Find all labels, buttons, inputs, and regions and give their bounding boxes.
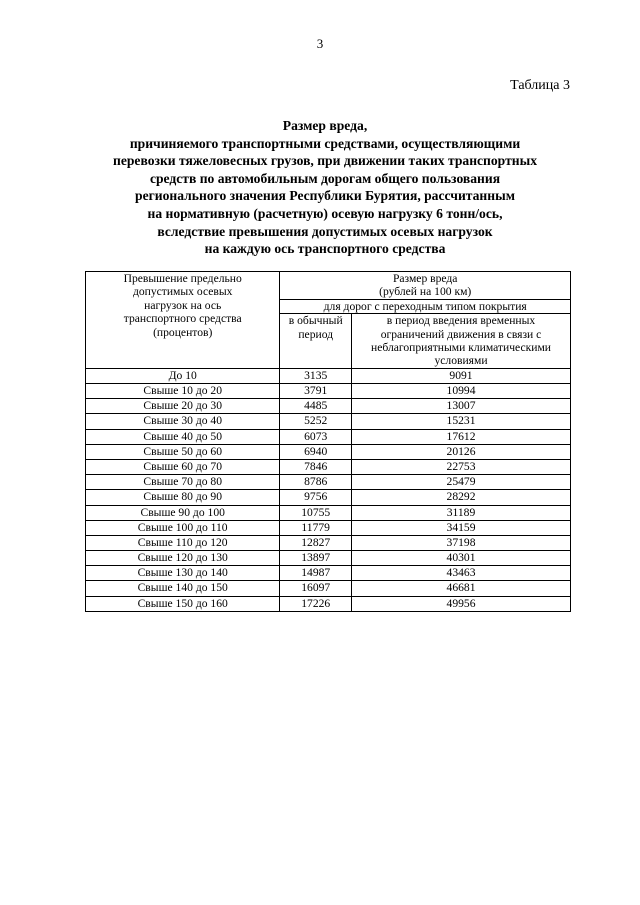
table-row <box>86 581 571 596</box>
table-row <box>86 429 571 444</box>
header-overload-line: нагрузок на ось <box>144 298 222 312</box>
table-row <box>86 399 571 414</box>
header-overload-line: (процентов) <box>153 325 213 339</box>
header-road-type-cell: для дорог с переходным типом покрытия <box>280 299 571 313</box>
document-title <box>60 117 590 258</box>
harm-table <box>85 271 571 612</box>
header-restricted-line: в период введения временных <box>386 314 536 328</box>
header-harm-line: (рублей на 100 км) <box>379 285 472 299</box>
overload-range-cell: Свыше 110 до 120 <box>86 535 280 550</box>
normal-period-value: 12827 <box>280 535 352 550</box>
overload-range-cell: Свыше 140 до 150 <box>86 581 280 596</box>
header-overload-cell <box>86 272 280 369</box>
harm-table-body <box>86 368 571 611</box>
header-overload-line: допустимых осевых <box>132 285 233 299</box>
restricted-period-value: 43463 <box>352 566 571 581</box>
header-restricted-line: ограничений движения в связи с <box>380 327 542 341</box>
normal-period-value: 7846 <box>280 459 352 474</box>
restricted-period-value: 13007 <box>352 399 571 414</box>
header-overload-line: Превышение предельно <box>123 272 242 285</box>
header-normal-line: период <box>298 327 334 341</box>
restricted-period-value: 15231 <box>352 414 571 429</box>
overload-range-cell: Свыше 30 до 40 <box>86 414 280 429</box>
overload-range-cell: Свыше 100 до 110 <box>86 520 280 535</box>
restricted-period-value: 25479 <box>352 475 571 490</box>
normal-period-value: 11779 <box>280 520 352 535</box>
title-line: на нормативную (расчетную) осевую нагрузку 6 тонн/ось, <box>147 205 503 221</box>
table-row <box>86 459 571 474</box>
title-line: Размер вреда, <box>282 118 368 133</box>
table-row <box>86 535 571 550</box>
overload-range-cell: Свыше 80 до 90 <box>86 490 280 505</box>
normal-period-value: 6940 <box>280 444 352 459</box>
table-row <box>86 490 571 505</box>
overload-range-cell: Свыше 130 до 140 <box>86 566 280 581</box>
header-restricted-line: условиями <box>434 354 488 368</box>
restricted-period-value: 46681 <box>352 581 571 596</box>
normal-period-value: 17226 <box>280 596 352 611</box>
normal-period-value: 3135 <box>280 368 352 383</box>
title-line: перевозки тяжеловесных грузов, при движении таких транспортных <box>112 153 537 169</box>
restricted-period-value: 20126 <box>352 444 571 459</box>
table-row <box>86 566 571 581</box>
overload-range-cell: Свыше 10 до 20 <box>86 384 280 399</box>
table-row <box>86 520 571 535</box>
restricted-period-value: 10994 <box>352 384 571 399</box>
restricted-period-value: 40301 <box>352 551 571 566</box>
restricted-period-value: 34159 <box>352 520 571 535</box>
overload-range-cell: Свыше 120 до 130 <box>86 551 280 566</box>
table-label: Таблица 3 <box>510 78 570 93</box>
normal-period-value: 4485 <box>280 399 352 414</box>
normal-period-value: 10755 <box>280 505 352 520</box>
header-harm-cell <box>280 272 571 300</box>
header-harm-line: Размер вреда <box>392 272 458 285</box>
table-row <box>86 414 571 429</box>
title-line: на каждую ось транспортного средства <box>204 241 446 257</box>
overload-range-cell: Свыше 150 до 160 <box>86 596 280 611</box>
normal-period-value: 6073 <box>280 429 352 444</box>
restricted-period-value: 31189 <box>352 505 571 520</box>
page-number: 3 <box>316 36 324 51</box>
header-overload-line: транспортного средства <box>123 312 242 326</box>
table-row <box>86 475 571 490</box>
overload-range-cell: До 10 <box>86 368 280 383</box>
overload-range-cell: Свыше 40 до 50 <box>86 429 280 444</box>
table-row <box>86 596 571 611</box>
restricted-period-value: 9091 <box>352 368 571 383</box>
overload-range-cell: Свыше 90 до 100 <box>86 505 280 520</box>
table-row <box>86 384 571 399</box>
normal-period-value: 8786 <box>280 475 352 490</box>
normal-period-value: 3791 <box>280 384 352 399</box>
overload-range-cell: Свыше 20 до 30 <box>86 399 280 414</box>
normal-period-value: 16097 <box>280 581 352 596</box>
header-restricted-line: неблагоприятными климатическими <box>371 341 551 355</box>
header-normal-line: в обычный <box>288 314 343 328</box>
restricted-period-value: 37198 <box>352 535 571 550</box>
table-row <box>86 368 571 383</box>
restricted-period-value: 49956 <box>352 596 571 611</box>
normal-period-value: 5252 <box>280 414 352 429</box>
overload-range-cell: Свыше 60 до 70 <box>86 459 280 474</box>
title-line: регионального значения Республики Бурятия, рассчитанным <box>135 188 515 204</box>
table-row <box>86 444 571 459</box>
normal-period-value: 13897 <box>280 551 352 566</box>
title-line: средств по автомобильным дорогам общего пользования <box>149 170 501 186</box>
header-normal-cell <box>280 314 352 369</box>
normal-period-value: 9756 <box>280 490 352 505</box>
title-line: вследствие превышения допустимых осевых нагрузок <box>157 223 493 239</box>
overload-range-cell: Свыше 50 до 60 <box>86 444 280 459</box>
overload-range-cell: Свыше 70 до 80 <box>86 475 280 490</box>
restricted-period-value: 22753 <box>352 459 571 474</box>
table-row <box>86 505 571 520</box>
normal-period-value: 14987 <box>280 566 352 581</box>
table-row <box>86 551 571 566</box>
header-restricted-cell <box>352 314 571 369</box>
restricted-period-value: 28292 <box>352 490 571 505</box>
title-line: причиняемого транспортными средствами, осуществляющими <box>129 135 521 151</box>
restricted-period-value: 17612 <box>352 429 571 444</box>
